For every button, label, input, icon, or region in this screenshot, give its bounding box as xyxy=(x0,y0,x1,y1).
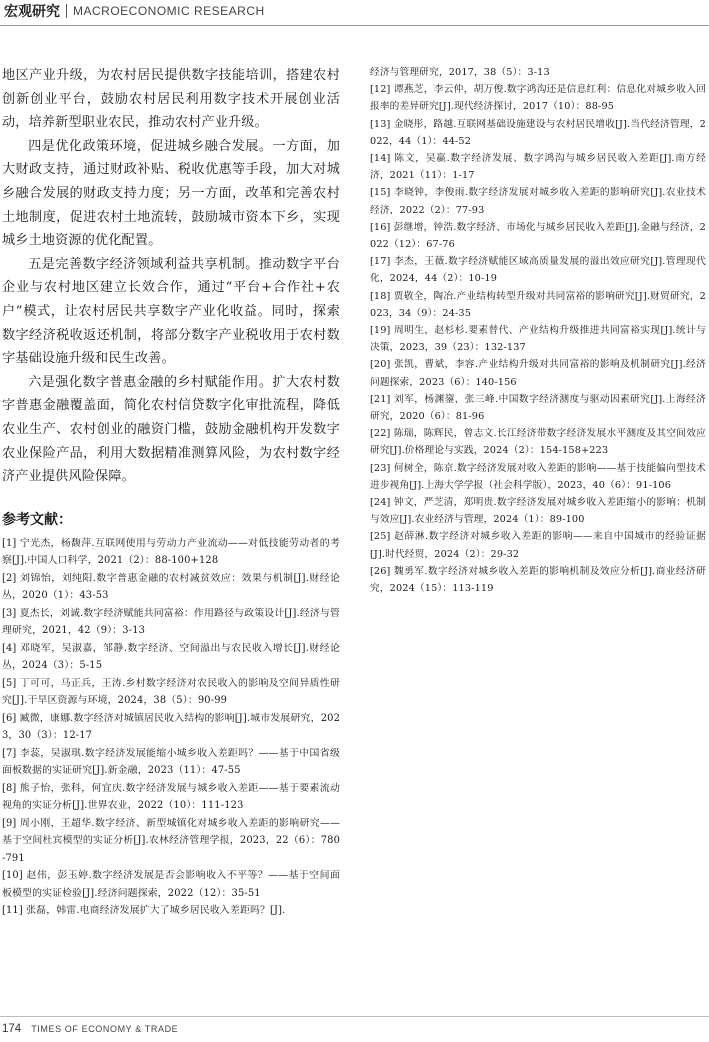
left-column xyxy=(2,64,340,920)
header-rule xyxy=(0,25,709,26)
reference-item: [18] 贾敬全，陶冶.产业结构转型升级对共同富裕的影响研究[J].财贸研究，2023，34（9）：24-35 xyxy=(370,290,706,319)
reference-item: [13] 金晓彤，路越.互联网基础设施建设与农村居民增收[J].当代经济管理，2022，44（1）：44-52 xyxy=(370,118,706,147)
reference-item: [3] 夏杰长，刘诚.数字经济赋能共同富裕：作用路径与政策设计[J].经济与管理研究，2021，42（9）：3-13 xyxy=(2,607,340,637)
body-paragraph: 四是优化政策环境，促进城乡融合发展。一方面，加大财政支持，通过财政补贴、税收优惠等手段，加大对城乡融合发展的财政支持力度；另一方面，改革和完善农村土地制度，促进农村土地流转，鼓励城市资本下乡，实现城乡土地资源的优化配置。 xyxy=(2,138,340,249)
section-title-zh: 宏观研究 xyxy=(4,4,60,20)
reference-item: [22] 陈瑞，陈辉民，曾志文.长江经济带数字经济发展水平测度及其空间效应研究[J].价格理论与实践，2024（2）：154-158+223 xyxy=(370,428,706,457)
reference-item: [7] 李蕊，吴淑琪.数字经济发展能缩小城乡收入差距吗？——基于中国省级面板数据的实证研究[J].新金融，2023（11）：47-55 xyxy=(2,747,340,777)
reference-item: [14] 陈文，吴嬴.数字经济发展、数字鸿沟与城乡居民收入差距[J].南方经济，2021（11）：1-17 xyxy=(370,153,706,182)
reference-item: [17] 李杰，王薇.数字经济赋能区域高质量发展的溢出效应研究[J].管理现代化，2024，44（2）：10-19 xyxy=(370,256,706,285)
reference-item: [15] 李晓钟，李俊雨.数字经济发展对城乡收入差距的影响研究[J].农业技术经济，2022（2）：77-93 xyxy=(370,187,706,216)
references-heading: 参考文献： xyxy=(2,511,72,528)
section-title-en: MACROECONOMIC RESEARCH xyxy=(73,4,265,18)
reference-item: [19] 周明生，赵杉杉.要素替代、产业结构升级推进共同富裕实现[J].统计与决策，2023，39（23）：132-137 xyxy=(370,325,706,354)
reference-item: [1] 宁光杰，杨馥萍.互联网使用与劳动力产业流动——对低技能劳动者的考察[J].中国人口科学，2021（2）：88-100+128 xyxy=(2,537,340,567)
page-footer xyxy=(0,1018,709,1040)
reference-item: [16] 彭继增，钟浩.数字经济、市场化与城乡居民收入差距[J].金融与经济，2022（12）：67-76 xyxy=(370,221,706,251)
reference-item: [26] 魏勇军.数字经济对城乡收入差距的影响机制及效应分析[J].商业经济研究，2024（15）：113-119 xyxy=(370,565,706,595)
reference-item: 经济与管理研究，2017，38（5）：3-13 xyxy=(370,67,550,78)
right-column xyxy=(370,64,706,597)
reference-item: [20] 张凯，曹斌，李容.产业结构升级对共同富裕的影响及机制研究[J].经济问题探索，2023（6）：140-156 xyxy=(370,359,706,388)
reference-item: [4] 邓晓军，吴淑嘉，邹静.数字经济、空间溢出与农民收入增长[J].财经论丛，2024（3）：5-15 xyxy=(2,642,340,672)
body-paragraph: 地区产业升级，为农村居民提供数字技能培训，搭建农村创新创业平台，鼓励农村居民利用数字技术开展创业活动，培养新型职业农民，推动农村产业升级。 xyxy=(2,68,340,131)
reference-item: [8] 熊子怡，张科，何宜庆.数字经济发展与城乡收入差距——基于要素流动视角的实证分析[J].世界农业，2022（10）：111-123 xyxy=(2,782,340,812)
reference-item: [21] 刘军，杨渊鋆，张三峰.中国数字经济测度与驱动因素研究[J].上海经济研究，2020（6）：81-96 xyxy=(370,393,706,423)
reference-item: [11] 张磊，韩雷.电商经济发展扩大了城乡居民收入差距吗？[J]. xyxy=(2,905,286,917)
journal-title: TIMES OF ECONOMY & TRADE xyxy=(31,1024,179,1034)
header-divider xyxy=(66,4,67,18)
reference-item: [2] 刘锦怡，刘纯阳.数字普惠金融的农村减贫效应：效果与机制[J].财经论丛，2020（1）：43-53 xyxy=(2,572,340,602)
reference-item: [23] 何树全，陈京.数字经济发展对收入差距的影响——基于技能偏向型技术进步视角[J].上海大学学报（社会科学版），2023，40（6）：91-106 xyxy=(370,462,706,491)
reference-item: [5] 丁可可，马正兵，王涛.乡村数字经济对农民收入的影响及空间异质性研究[J].干旱区资源与环境，2024，38（5）：90-99 xyxy=(2,677,340,707)
footer-rule xyxy=(0,1016,709,1017)
reference-item: [24] 钟文，严芝清，郑明贵.数字经济发展对城乡收入差距缩小的影响：机制与效应[J].农业经济与管理，2024（1）：89-100 xyxy=(370,497,706,526)
reference-item: [9] 周小刚，王超华.数字经济、新型城镇化对城乡收入差距的影响研究——基于空间杜宾模型的实证分析[J].农林经济管理学报，2023，22（6）：780-791 xyxy=(2,817,340,864)
reference-item: [12] 谭燕芝，李云仲，胡万俊.数字鸿沟还是信息红利：信息化对城乡收入回报率的差异研究[J].现代经济探讨，2017（10）：88-95 xyxy=(370,84,706,113)
page-header xyxy=(0,0,709,22)
page-number: 174 xyxy=(2,1023,22,1035)
body-paragraph: 五是完善数字经济领域利益共享机制。推动数字平台企业与农村地区建立长效合作，通过“平台+合作社+农户”模式，让农村居民共享数字产业化收益。同时，探索数字经济税收返还机制，将部分数字产业税收用于农村数字基础设施升级和民生改善。 xyxy=(2,256,340,367)
reference-item: [6] 臧微，康娜.数字经济对城镇居民收入结构的影响[J].城市发展研究，2023，30（3）：12-17 xyxy=(2,712,340,742)
reference-item: [10] 赵伟，彭玉婷.数字经济发展是否会影响收入不平等？——基于空间面板模型的实证检验[J].经济问题探索，2022（12）：35-51 xyxy=(2,870,340,899)
body-paragraph: 六是强化数字普惠金融的乡村赋能作用。扩大农村数字普惠金融覆盖面，简化农村信贷数字化审批流程，降低农业生产、农村创业的融资门槛，鼓励金融机构开发数字农业保险产品，利用大数据精准测算风险，为农村数字经济产业提供风险保障。 xyxy=(2,374,340,485)
reference-item: [25] 赵薛淋.数字经济对城乡收入差距的影响——来自中国城市的经验证据[J].时代经贸，2024（2）：29-32 xyxy=(370,531,706,560)
